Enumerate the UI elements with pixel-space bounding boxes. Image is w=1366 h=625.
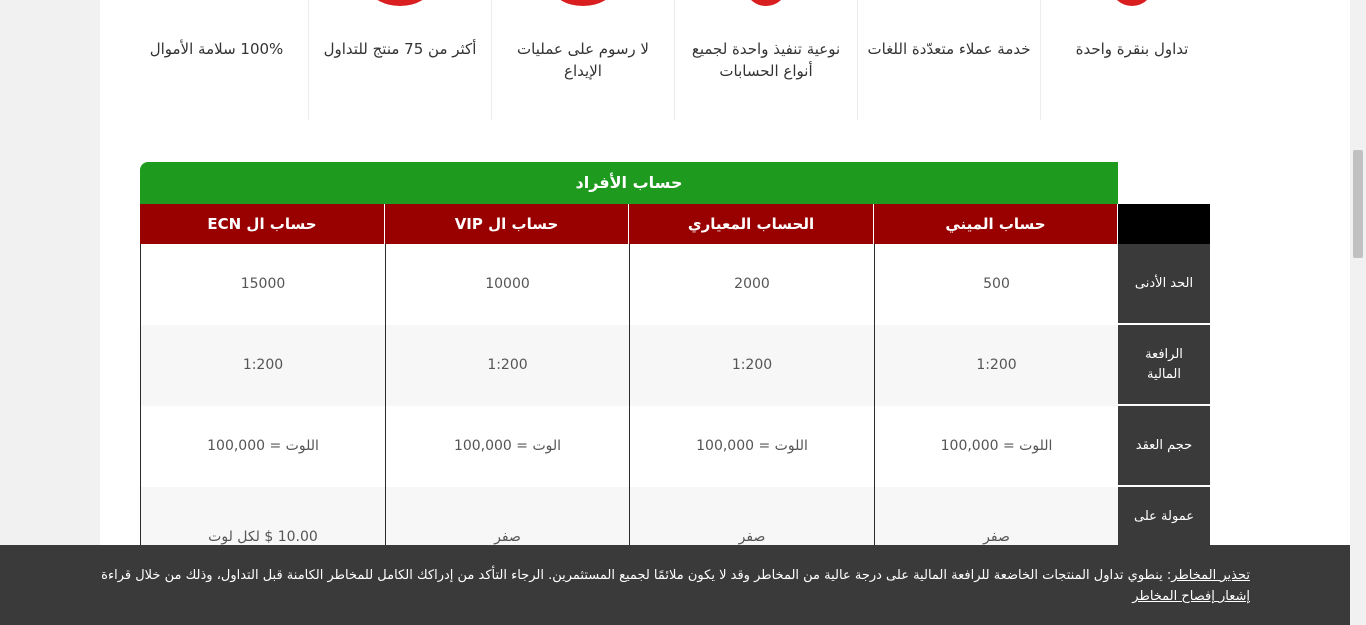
- table-cell: اللوت = 100,000: [629, 406, 874, 487]
- feature-text: نوعية تنفيذ واحدة لجميع أنواع الحسابات: [691, 40, 841, 80]
- table-cell: الوت = 100,000: [385, 406, 629, 487]
- feature-no-deposit-fees: [491, 0, 674, 120]
- table-cell: 15000: [140, 244, 385, 325]
- feature-text: أكثر من 75 منتج للتداول: [323, 40, 477, 58]
- page-scrollbar[interactable]: [1350, 0, 1366, 625]
- table-cell: 500: [874, 244, 1118, 325]
- table-cell: 1:200: [385, 325, 629, 406]
- group-title: حساب الأفراد: [140, 162, 1118, 204]
- table-cell: صفر: [874, 487, 1118, 587]
- table-cell: اللوت = 100,000: [140, 406, 385, 487]
- table-row: [140, 406, 1210, 487]
- table-cell: 1:200: [140, 325, 385, 406]
- risk-warning-text: [100, 565, 1250, 607]
- feature-funds-safety: [125, 0, 308, 120]
- deposit-icon: [553, 0, 613, 6]
- table-cell: 1:200: [874, 325, 1118, 406]
- feature-execution-quality: [674, 0, 857, 120]
- table-cell: 2000: [629, 244, 874, 325]
- page-content: [100, 0, 1350, 625]
- row-label: عمولة على: [1118, 487, 1210, 587]
- feature-one-click-trading: [1040, 0, 1223, 120]
- feature-text: خدمة عملاء متعدّدة اللغات: [867, 40, 1031, 58]
- products-icon: [370, 0, 430, 6]
- table-cell: اللوت = 100,000: [874, 406, 1118, 487]
- execution-icon: [746, 0, 786, 6]
- column-header-standard: الحساب المعياري: [629, 204, 874, 244]
- column-header-mini: حساب الميني: [874, 204, 1118, 244]
- feature-text: لا رسوم على عمليات الإيداع: [517, 40, 649, 80]
- feature-text: تداول بنقرة واحدة: [1075, 40, 1189, 58]
- risk-warning-body: : ينطوي تداول المنتجات الخاضعة للرافعة المالية على درجة عالية من المخاطر وقد لا يكون ملائمًا لجميع المستثمرين. الرجاء التأكد من إدراكك الكامل للمخاطر الكامنة قبل التداول، وذلك من خلال قراءة: [101, 568, 1172, 583]
- risk-warning-title-link[interactable]: تحذير المخاطر: [1171, 568, 1250, 583]
- table-cell: 10.00 $ لكل لوت: [140, 487, 385, 587]
- table-corner: [1118, 204, 1210, 244]
- table-row: [140, 325, 1210, 406]
- row-label: الحد الأدنى: [1118, 244, 1210, 324]
- feature-multilingual-support: [857, 0, 1040, 120]
- scrollbar-thumb[interactable]: [1353, 150, 1363, 258]
- table-cell: 1:200: [629, 325, 874, 406]
- risk-disclosure-link[interactable]: إشعار إفصاح المخاطر: [1132, 589, 1250, 604]
- feature-text: 100% سلامة الأموال: [149, 40, 284, 58]
- column-header-ecn: حساب ال ECN: [140, 204, 385, 244]
- row-label: حجم العقد: [1118, 406, 1210, 486]
- risk-warning-bar: [0, 545, 1350, 625]
- trading-icon: [1112, 0, 1152, 6]
- features-row: [100, 0, 1250, 130]
- row-label: الرافعة المالية: [1118, 325, 1210, 405]
- table-cell: صفر: [385, 487, 629, 587]
- table-row: [140, 244, 1210, 325]
- table-cell: 10000: [385, 244, 629, 325]
- table-cell: صفر: [629, 487, 874, 587]
- feature-over-75-products: [308, 0, 491, 120]
- column-header-vip: حساب ال VIP: [385, 204, 629, 244]
